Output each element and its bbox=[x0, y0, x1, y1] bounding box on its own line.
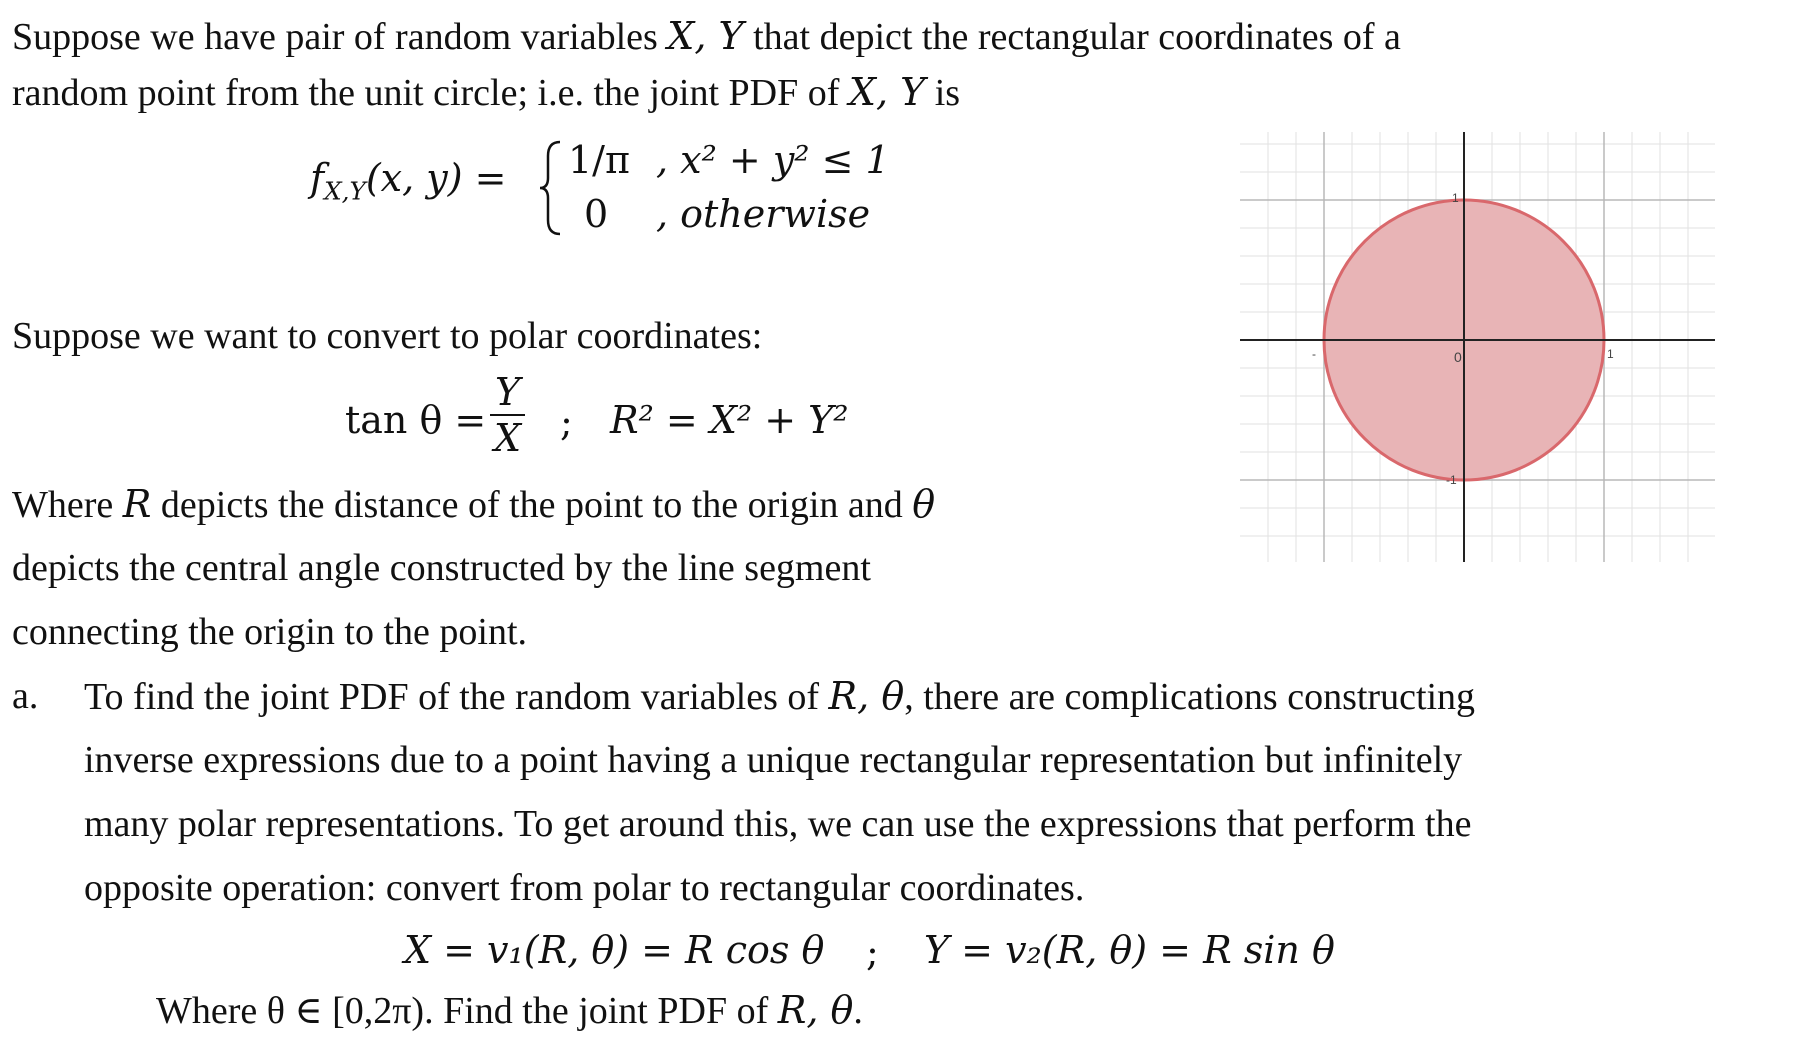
where-line-3: connecting the origin to the point. bbox=[12, 611, 528, 653]
pdf-case-2-condition: , otherwise bbox=[656, 192, 871, 236]
where-line-1 bbox=[12, 482, 935, 527]
pdf-case-2: 0 bbox=[584, 192, 609, 236]
fraction-denominator: X bbox=[490, 414, 525, 460]
pdf-case-1-condition: , x² + y² ≤ 1 bbox=[656, 138, 890, 182]
pdf-subscript: X,Y bbox=[324, 176, 366, 206]
part-a-line-1 bbox=[84, 674, 1475, 719]
var-xy: X, Y bbox=[848, 70, 926, 114]
polar-intro: Suppose we want to convert to polar coordinates: bbox=[12, 315, 763, 357]
unit-circle-graph bbox=[1240, 132, 1715, 562]
pdf-lhs bbox=[310, 156, 507, 206]
intro-line-1 bbox=[12, 14, 1401, 59]
transform-separator: ; bbox=[866, 930, 879, 974]
part-a-label: a. bbox=[12, 675, 39, 717]
pdf-f: f bbox=[310, 156, 325, 200]
part-a-line-3: many polar representations. To get around this, we can use the expressions that perform the bbox=[84, 803, 1472, 845]
var-r-theta: R, θ bbox=[777, 988, 854, 1032]
pdf-args: (x, y) = bbox=[365, 156, 507, 200]
intro-text: random point from the unit circle; i.e. the joint PDF of bbox=[12, 72, 849, 114]
fraction-numerator: Y bbox=[494, 370, 521, 414]
x-transform: X = v₁(R, θ) = R cos θ bbox=[404, 928, 825, 972]
where-text: Where bbox=[12, 484, 123, 526]
tan-theta: tan θ = bbox=[345, 398, 487, 442]
piecewise-brace bbox=[538, 138, 566, 238]
radius-equation: R² = X² + Y² bbox=[610, 398, 849, 442]
var-r-theta: R, θ bbox=[828, 674, 905, 718]
final-question bbox=[156, 988, 863, 1033]
final-text: . bbox=[853, 990, 863, 1032]
tick-label-bottom: -1 bbox=[1446, 473, 1457, 487]
case-1-value: 1/π bbox=[568, 138, 630, 182]
where-text: depicts the distance of the point to the origin and bbox=[151, 484, 913, 526]
intro-text: is bbox=[925, 72, 961, 114]
var-xy: X, Y bbox=[667, 14, 744, 58]
tick-label-right: 1 bbox=[1607, 347, 1614, 361]
fraction-y-over-x bbox=[490, 370, 525, 460]
separator: ; bbox=[560, 400, 573, 444]
part-a-line-4: opposite operation: convert from polar to rectangular coordinates. bbox=[84, 867, 1085, 909]
final-text: Where θ ∈ [0,2π). Find the joint PDF of bbox=[156, 990, 778, 1032]
var-theta: θ bbox=[912, 482, 936, 526]
intro-text: that depict the rectangular coordinates of a bbox=[743, 16, 1401, 58]
pdf-case-1 bbox=[568, 138, 630, 182]
y-transform: Y = v₂(R, θ) = R sin θ bbox=[924, 928, 1335, 972]
where-line-2: depicts the central angle constructed by the line segment bbox=[12, 547, 871, 589]
var-r: R bbox=[122, 482, 152, 526]
intro-line-2 bbox=[12, 70, 960, 115]
origin-label: 0 bbox=[1454, 349, 1462, 365]
part-a-text: To find the joint PDF of the random variables of bbox=[84, 676, 829, 718]
part-a-text: , there are complications constructing bbox=[904, 676, 1476, 718]
tick-label-left: - bbox=[1312, 347, 1316, 361]
tick-label-top: 1 bbox=[1452, 191, 1459, 205]
intro-text: Suppose we have pair of random variables bbox=[12, 16, 668, 58]
part-a-line-2: inverse expressions due to a point having a unique rectangular representation but infinitely bbox=[84, 739, 1463, 781]
